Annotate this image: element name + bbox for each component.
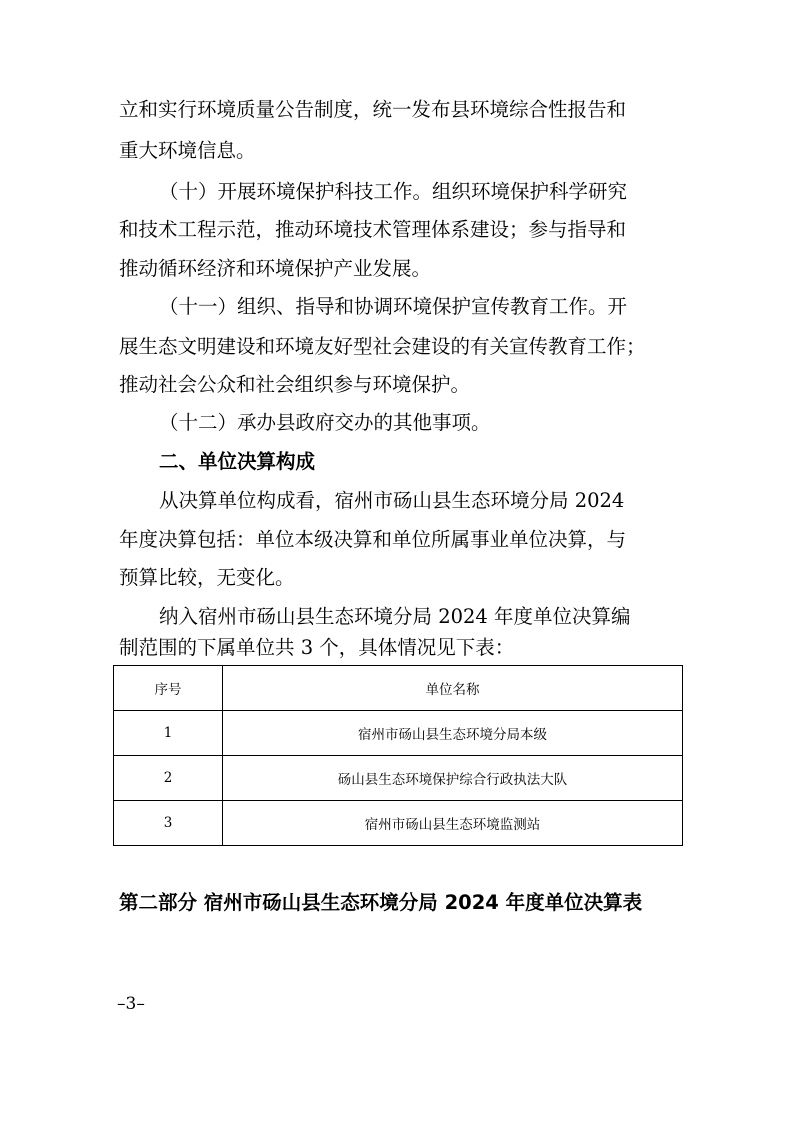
cell-serial-number: 3 (114, 801, 223, 846)
header-unit-name: 单位名称 (223, 666, 683, 711)
paragraph-line: （十一）组织、指导和协调环境保护宣传教育工作。开 (159, 295, 628, 318)
paragraph-line: 预算比较，无变化。 (119, 566, 295, 589)
paragraph-line: 纳入宿州市砀山县生态环境分局 2024 年度单位决算编 (159, 605, 631, 628)
paragraph-line: 展生态文明建设和环境友好型社会建设的有关宣传教育工作； (119, 335, 646, 358)
header-serial-number: 序号 (114, 666, 223, 711)
paragraph-line: 年度决算包括：单位本级决算和单位所属事业单位决算，与 (119, 528, 627, 551)
part-title: 第二部分 宿州市砀山县生态环境分局 2024 年度单位决算表 (119, 891, 643, 914)
paragraph-line: 和技术工程示范，推动环境技术管理体系建设；参与指导和 (119, 218, 627, 241)
cell-serial-number: 1 (114, 711, 223, 756)
table-header-row (114, 666, 683, 711)
cell-unit-name: 宿州市砀山县生态环境分局本级 (223, 711, 683, 756)
page-number: –3– (117, 994, 145, 1014)
paragraph-line: （十）开展环境保护科技工作。组织环境保护科学研究 (159, 180, 628, 203)
paragraph-line: 立和实行环境质量公告制度，统一发布县环境综合性报告和 (119, 98, 627, 121)
paragraph-line: 推动社会公众和社会组织参与环境保护。 (119, 373, 471, 396)
cell-serial-number: 2 (114, 756, 223, 801)
cell-unit-name: 砀山县生态环境保护综合行政执法大队 (223, 756, 683, 801)
table-row (114, 756, 683, 801)
unit-table (113, 665, 683, 846)
unit-table-container (113, 665, 682, 846)
paragraph-line: （十二）承办县政府交办的其他事项。 (159, 411, 491, 434)
table-row (114, 711, 683, 756)
paragraph-line: 重大环境信息。 (119, 139, 256, 162)
section-heading: 二、单位决算构成 (159, 450, 316, 473)
table-row (114, 801, 683, 846)
cell-unit-name: 宿州市砀山县生态环境监测站 (223, 801, 683, 846)
paragraph-line: 制范围的下属单位共 3 个，具体情况见下表： (119, 636, 515, 659)
paragraph-line: 从决算单位构成看，宿州市砀山县生态环境分局 2024 (159, 489, 625, 512)
paragraph-line: 推动循环经济和环境保护产业发展。 (119, 257, 432, 280)
